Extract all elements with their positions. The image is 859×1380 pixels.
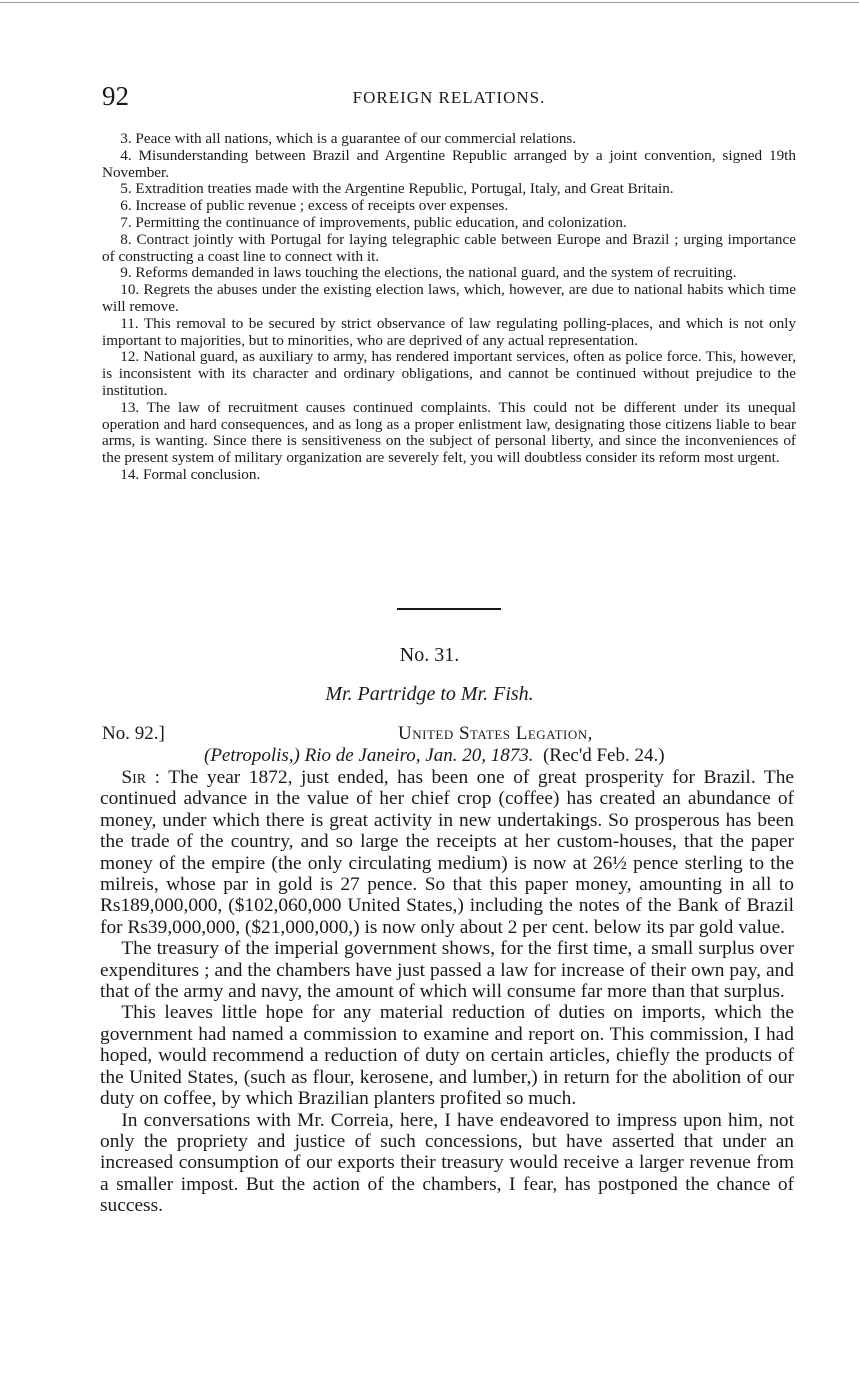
summary-item: 11. This removal to be secured by strict observance of law regulating polling-places, and which is not only important to majorities, but to minorities, who are deprived of any actual representation. bbox=[102, 314, 796, 349]
body-paragraph: The treasury of the imperial government shows, for the first time, a small surplus over expenditures ; and the chambers have just passed a law for increase of their own pay, and that of the army and navy, the amount of which will consume far more than that surplus. bbox=[100, 938, 794, 1003]
letter-body bbox=[100, 767, 794, 1217]
section-separator bbox=[397, 608, 501, 610]
dispatch-number: No. 92.] bbox=[102, 723, 165, 744]
summary-list bbox=[102, 131, 796, 484]
summary-item: 13. The law of recruitment causes continued complaints. This could not be different under its unequal operation and hard consequences, and as long as a proper enlistment law, designating those citizens liable to bear arms, is wanting. Since there is sensitiveness on the subject of personal liberty, and since the inconveniences of the present system of military organization are severely felt, you will doubtless consider its reform most urgent. bbox=[102, 398, 796, 467]
document-number: No. 31. bbox=[399, 644, 460, 666]
page-header bbox=[102, 80, 796, 112]
summary-item: 12. National guard, as auxiliary to army, has rendered important services, often as police force. This, however, is inconsistent with its character and ordinary obligations, and cannot be continued without prejudice to the institution. bbox=[102, 348, 796, 399]
top-edge-rule bbox=[0, 2, 859, 3]
paragraph-text: The year 1872, just ended, has been one of great prosperity for Brazil. The continued advance in the value of her chief crop (coffee) has created an abundance of money, under which there is great activity in new undertakings. So prosperous has been the trade of the country, and so large the receipts at her custom-houses, that the paper money of the empire (the only circulating medium) is now at 26½ pence sterling to the milreis, whose par in gold is 27 pence. So that this paper money, amounting in all to Rs189,000,000, ($102,060,000 United States,) including the notes of the Bank of Brazil for Rs39,000,000, ($21,000,000,) is now only about 2 per cent. below its par gold value. bbox=[100, 767, 794, 938]
received-date: (Rec'd Feb. 24.) bbox=[542, 745, 665, 766]
body-paragraph: This leaves little hope for any material reduction of duties on imports, which the government had named a commission to examine and report on. This commission, I had hoped, would recommend a reduction of duty on certain articles, chiefly the products of the United States, (such as flour, kerosene, and lumber,) in return for the abolition of our duty on coffee, by which Brazilian planters profited so much. bbox=[100, 1002, 794, 1110]
summary-item: 10. Regrets the abuses under the existing election laws, which, however, are due to national habits which time will remove. bbox=[102, 281, 796, 315]
place-date-line bbox=[204, 745, 665, 767]
body-paragraph: In conversations with Mr. Correia, here, I have endeavored to impress upon him, not only the propriety and justice of such concessions, but have asserted that under an increased consumption of our exports their treasury would receive a larger revenue from a smaller impost. But the action of the chambers, I fear, has postponed the chance of success. bbox=[100, 1109, 794, 1217]
salutation: Sir : bbox=[121, 767, 161, 788]
summary-item: 3. Peace with all nations, which is a guarantee of our commercial relations. bbox=[120, 130, 577, 147]
summary-item: 4. Misunderstanding between Brazil and Argentine Republic arranged by a joint convention, signed 19th November. bbox=[102, 146, 796, 181]
summary-item: 6. Increase of public revenue ; excess of receipts over expenses. bbox=[120, 197, 509, 215]
document-title: Mr. Partridge to Mr. Fish. bbox=[325, 683, 534, 705]
summary-item: 7. Permitting the continuance of improvements, public education, and colonization. bbox=[120, 213, 627, 231]
page-number: 92 bbox=[102, 81, 129, 111]
summary-item: 8. Contract jointly with Portugal for laying telegraphic cable between Europe and Brazil ; urging importance of constructing a coast line to connect with it. bbox=[102, 230, 796, 265]
summary-item: 5. Extradition treaties made with the Argentine Republic, Portugal, Italy, and Great Britain. bbox=[120, 180, 674, 198]
running-head: FOREIGN RELATIONS. bbox=[352, 88, 546, 107]
legation-name: United States Legation, bbox=[398, 723, 593, 744]
body-paragraph bbox=[100, 767, 794, 938]
place-date: (Petropolis,) Rio de Janeiro, Jan. 20, 1873. bbox=[204, 745, 534, 766]
summary-item: 14. Formal conclusion. bbox=[120, 465, 261, 483]
summary-item: 9. Reforms demanded in laws touching the elections, the national guard, and the system of recruiting. bbox=[120, 264, 737, 282]
